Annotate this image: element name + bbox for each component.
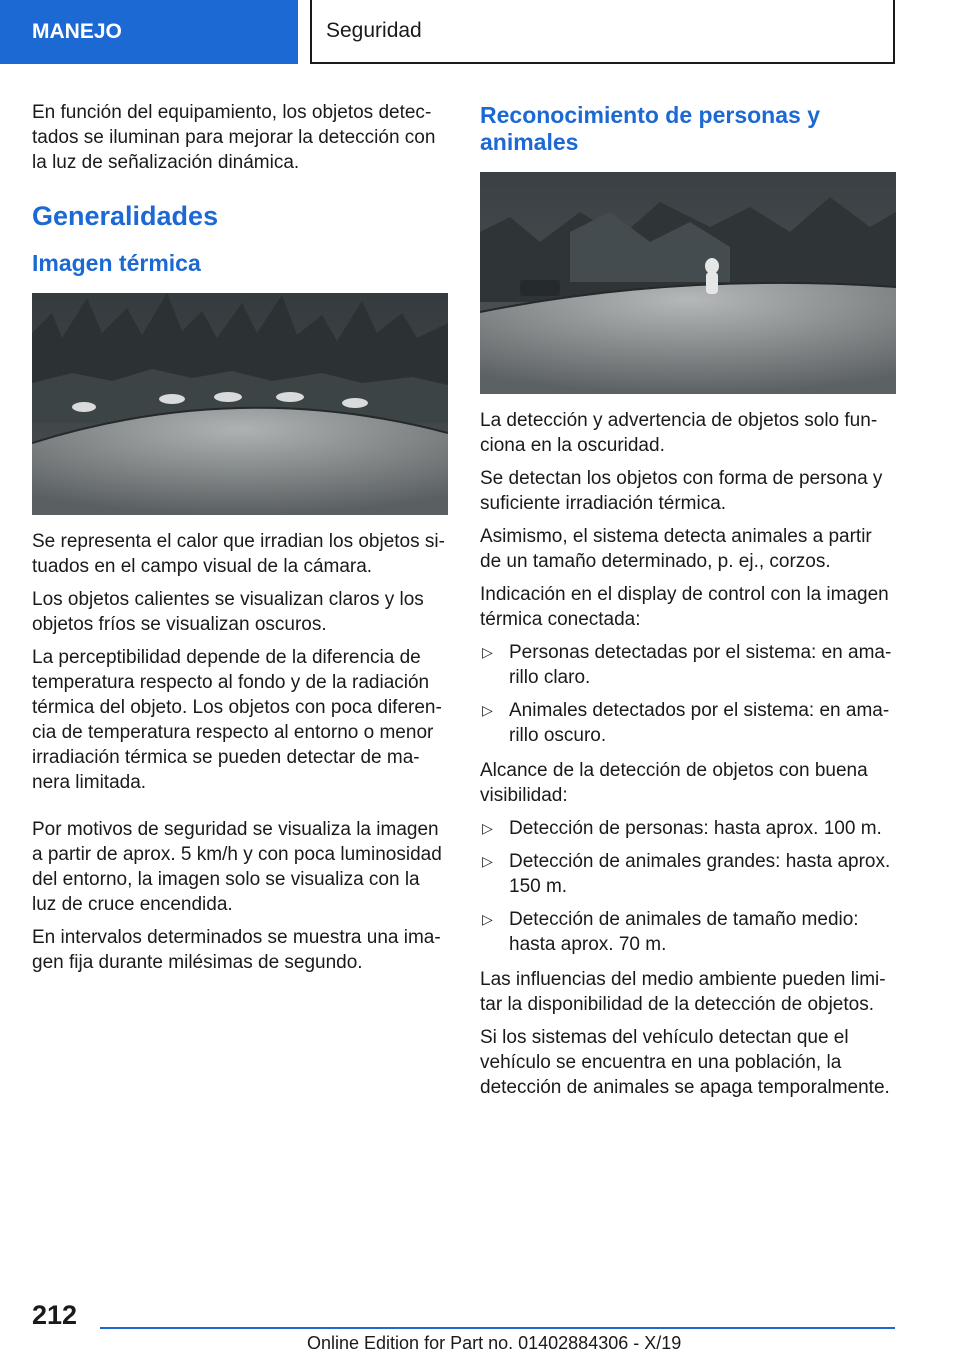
heading-generalidades: Generalidades: [32, 201, 219, 231]
right-paragraph-3: Asimismo, el sistema detecta animales a partir de un tamaño determinado, p. ej., corzos.: [480, 526, 872, 572]
list-item: ▷ Detección de animales grandes: hasta aprox. 150 m.: [482, 851, 891, 897]
footer-divider: [100, 1327, 895, 1329]
display-indication-list: [480, 640, 896, 748]
right-paragraph-5: Alcance de la detección de objetos con buena visibilidad:: [480, 760, 868, 806]
topic-header: [310, 0, 895, 64]
edition-note: Online Edition for Part no. 01402884306 - X/19: [307, 1333, 682, 1353]
triangle-bullet-icon: ▷: [482, 644, 493, 660]
triangle-bullet-icon: ▷: [482, 820, 493, 836]
page-number: 212: [32, 1300, 78, 1330]
list-item: ▷ Detección de animales de tamaño medio: hasta aprox. 70 m.: [482, 909, 859, 955]
triangle-bullet-icon: ▷: [482, 853, 493, 869]
section-tab: [0, 0, 298, 64]
right-paragraph-4: Indicación en el display de control con la imagen térmica conectada:: [480, 584, 889, 630]
left-paragraph-5: En intervalos determinados se muestra una imagen fija durante milésimas de segundo.: [32, 927, 441, 973]
right-paragraph-2: Se detectan los objetos con forma de persona y suficiente irradiación térmica.: [480, 468, 883, 514]
left-paragraph-4: Por motivos de seguridad se visualiza la imagen a partir de aprox. 5 km/h y con poca luminosidad del entorno, la imagen solo se visualiza con la luz de cruce encendida.: [32, 819, 442, 915]
list-item: ▷ Personas detectadas por el sistema: en amarillo claro.: [482, 642, 892, 688]
right-paragraph-6: Las influencias del medio ambiente pueden limitar la disponibilidad de la detección de objetos.: [480, 969, 886, 1015]
right-column: [480, 100, 896, 1108]
heading-imagen-termica: Imagen térmica: [32, 250, 201, 276]
topic-label: Seguridad: [326, 19, 422, 42]
section-label: MANEJO: [32, 20, 122, 43]
detection-range-list: [480, 816, 896, 957]
list-item: ▷ Detección de personas: hasta aprox. 100 m.: [482, 818, 882, 839]
list-item: ▷ Animales detectados por el sistema: en amarillo oscuro.: [482, 700, 890, 746]
left-paragraph-3: La perceptibilidad depende de la diferencia de temperatura respecto al fondo y de la radiación térmica del objeto. Los objetos con poca diferencia de temperatura respecto al entorno o menor irradiación térmica se pueden detectar de manera limitada.: [32, 647, 442, 793]
thermal-image-pedestrian-figure: [480, 172, 896, 394]
left-column: [32, 100, 448, 983]
left-paragraph-1: Se representa el calor que irradian los objetos situados en el campo visual de la cámara.: [32, 531, 445, 577]
heading-reconocimiento: Reconocimiento de personas y animales: [480, 102, 820, 155]
intro-paragraph: En función del equipamiento, los objetos detectados se iluminan para mejorar la detección con la luz de señalización dinámica.: [32, 102, 436, 173]
triangle-bullet-icon: ▷: [482, 702, 493, 718]
right-paragraph-7: Si los sistemas del vehículo detectan que el vehículo se encuentra en una población, la detección de animales se apaga temporalmente.: [480, 1027, 890, 1098]
triangle-bullet-icon: ▷: [482, 911, 493, 927]
right-paragraph-1: La detección y advertencia de objetos solo funciona en la oscuridad.: [480, 410, 878, 456]
left-paragraph-2: Los objetos calientes se visualizan claros y los objetos fríos se visualizan oscuros.: [32, 589, 424, 635]
thermal-image-animals-figure: [32, 293, 448, 515]
spacer: [32, 803, 448, 817]
